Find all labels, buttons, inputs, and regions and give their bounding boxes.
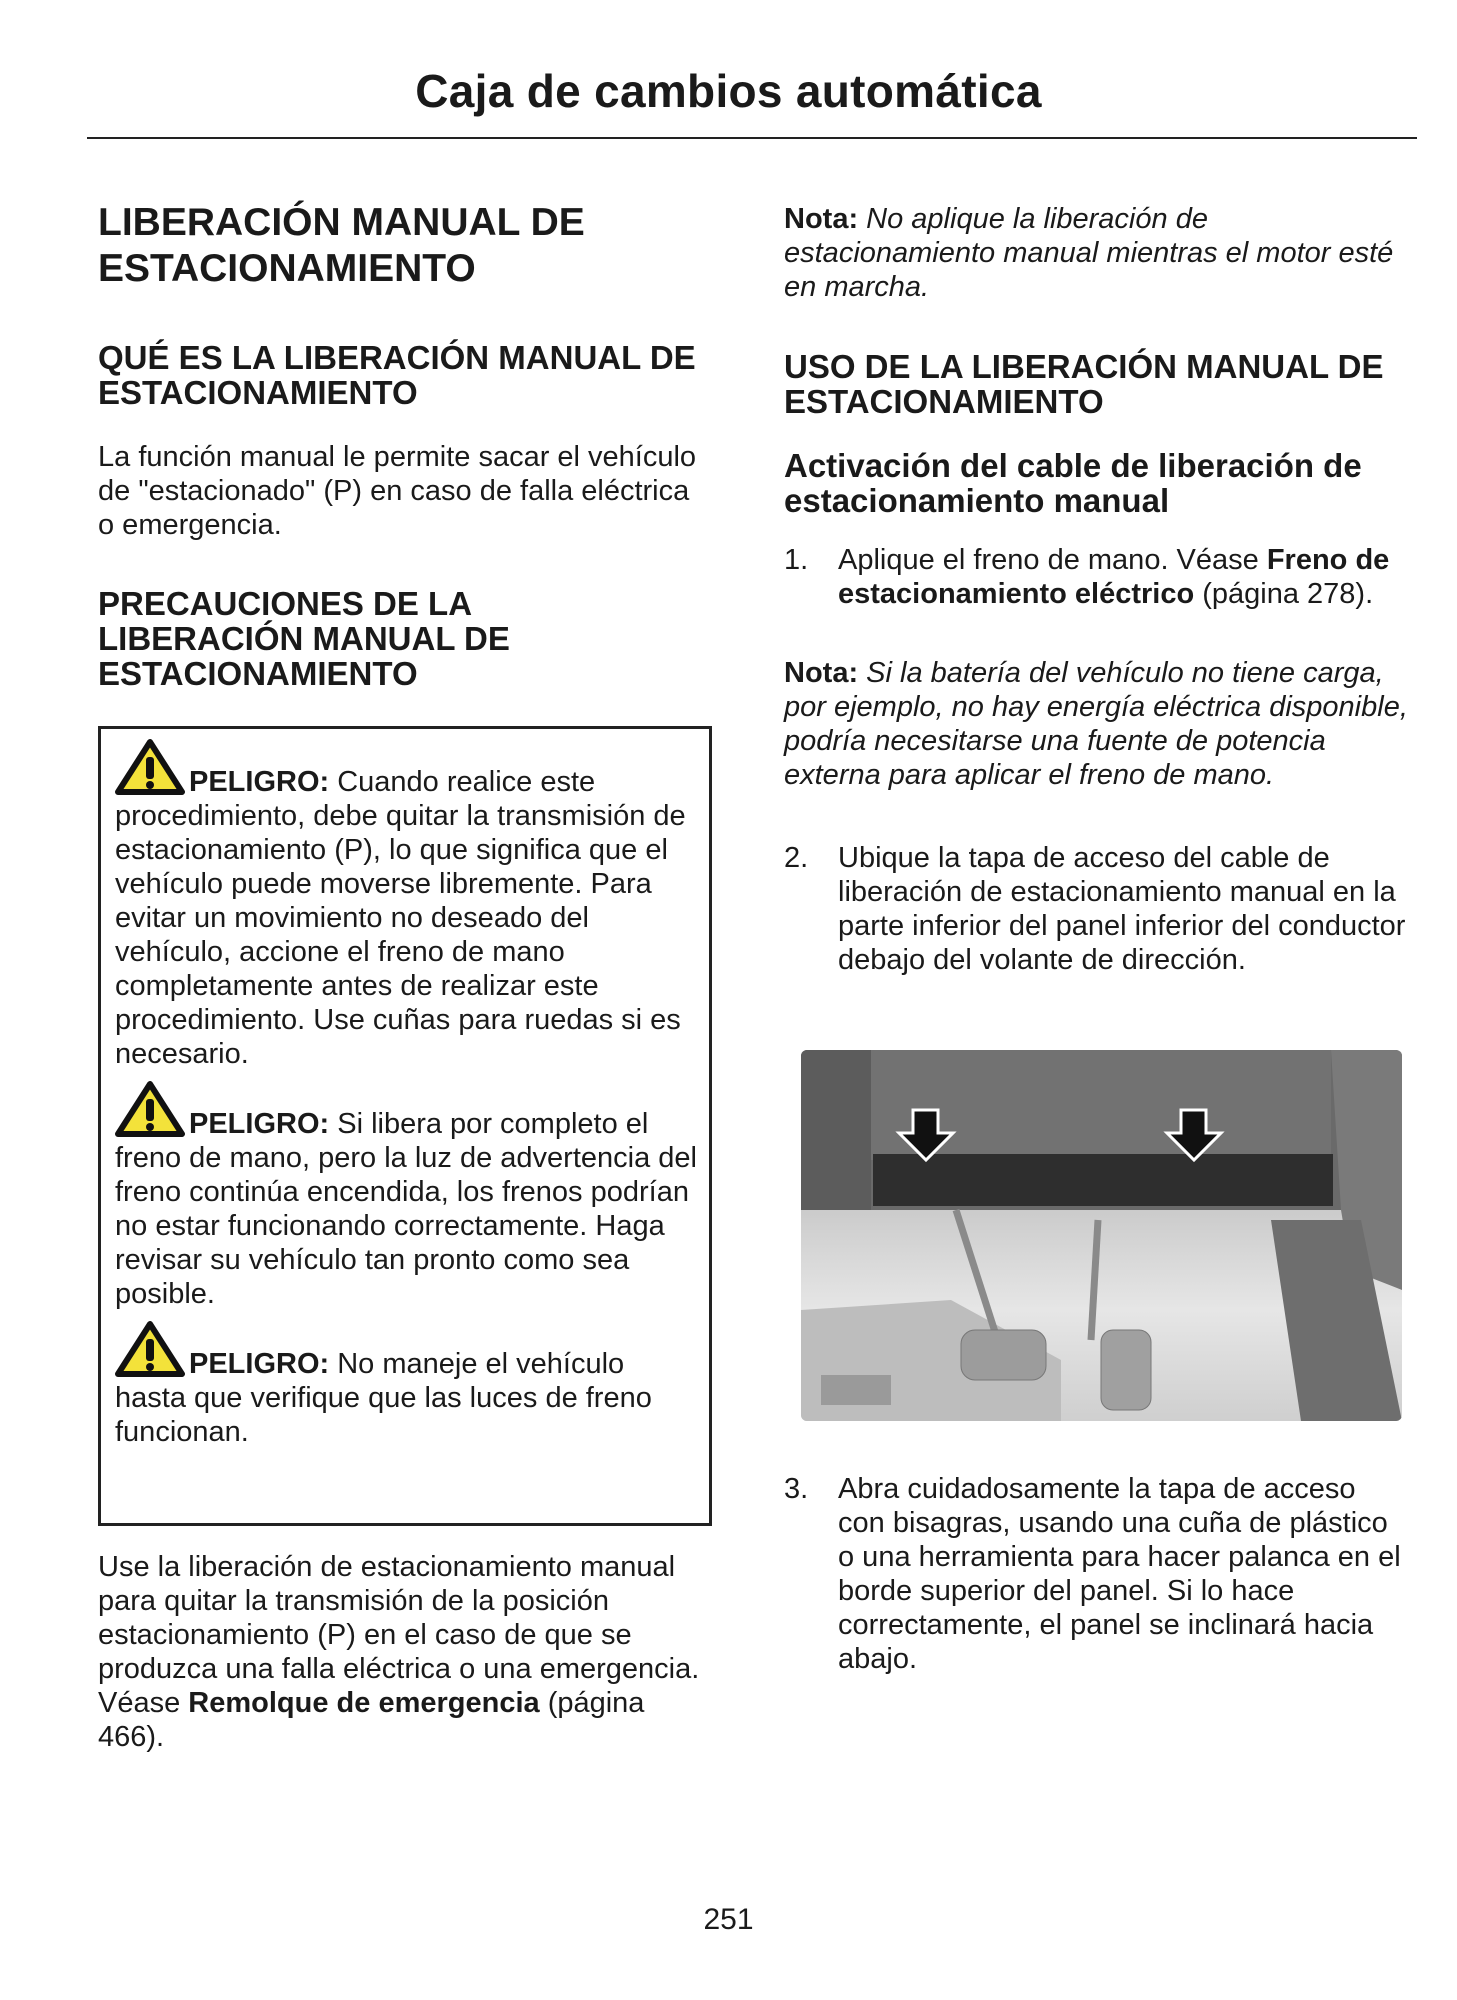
step-number: 2. (784, 842, 809, 874)
note-2 (784, 656, 1409, 792)
warning-label: PELIGRO: (189, 1108, 330, 1140)
pedal-area-illustration (801, 1050, 1402, 1421)
warning-text: No maneje el vehículo hasta que verifique que las luces de freno funcionan. (115, 1348, 652, 1448)
note-text: Si la batería del vehículo no tiene carga, por ejemplo, no hay energía eléctrica disponible, podría necesitarse una fuente de potencia externa para aplicar el freno de mano. (784, 657, 1408, 791)
step-2 (784, 841, 1409, 977)
step-text: Ubique la tapa de acceso del cable de liberación de estacionamiento manual en la parte inferior del panel inferior del conductor debajo del volante de dirección. (838, 842, 1406, 976)
paragraph-use-text: Use la liberación de estacionamiento manual para quitar la transmisión de la posición estacionamiento (P) en el caso de que se produzca una falla eléctrica o una emergencia. Véase (98, 1551, 700, 1719)
subheading-what-is: QUÉ ES LA LIBERACIÓN MANUAL DE ESTACIONAMIENTO (98, 339, 696, 411)
subheading-activation: Activación del cable de liberación de estacionamiento manual (784, 447, 1362, 519)
paragraph-use (98, 1550, 713, 1754)
warning-triangle-icon (115, 739, 185, 795)
subheading-precautions: PRECAUCIONES DE LA LIBERACIÓN MANUAL DE ESTACIONAMIENTO (98, 585, 510, 692)
warning-3 (115, 1321, 697, 1449)
note-text: No aplique la liberación de estacionamiento manual mientras el motor esté en marcha. (784, 203, 1394, 303)
note-label: Nota: (784, 657, 859, 689)
warning-text: Cuando realice este procedimiento, debe quitar la transmisión de estacionamiento (P), lo que significa que el vehículo puede moverse libremente. Para evitar un movimiento no deseado del vehículo, accione el freno de mano completamente antes de realizar este procedimiento. Use cuñas para ruedas si es necesario. (115, 766, 686, 1070)
step-number: 1. (784, 544, 809, 576)
page-title: Caja de cambios automática (415, 65, 1042, 117)
warning-label: PELIGRO: (189, 1348, 330, 1380)
link-emergency-towing[interactable]: Remolque de emergencia (188, 1687, 540, 1719)
page-ref: (página 278). (1194, 578, 1374, 610)
warning-text: Si libera por completo el freno de mano, pero la luz de advertencia del freno continúa encendida, los frenos podrían no estar funcionando correctamente. Haga revisar su vehículo tan pronto como sea posible. (115, 1108, 697, 1310)
step-text: Aplique el freno de mano. Véase (838, 544, 1267, 576)
header-divider (87, 137, 1417, 139)
step-text: Abra cuidadosamente la tapa de acceso con bisagras, usando una cuña de plástico o una herramienta para hacer palanca en el borde superior del panel. Si lo hace correctamente, el panel se inclinará hacia abajo. (838, 1473, 1401, 1675)
section-heading: LIBERACIÓN MANUAL DE ESTACIONAMIENTO (98, 201, 585, 290)
link-electric-parking-brake[interactable]: Freno de estacionamiento eléctrico (838, 544, 1390, 610)
warning-box (98, 726, 712, 1526)
warning-triangle-icon (115, 1321, 185, 1377)
step-number: 3. (784, 1473, 809, 1505)
warning-1 (115, 739, 697, 1071)
step-3 (784, 1472, 1409, 1676)
note-label: Nota: (784, 203, 859, 235)
warning-2 (115, 1081, 697, 1311)
step-1 (784, 543, 1409, 611)
page-number: 251 (703, 1903, 754, 1936)
illustration-drawing (801, 1050, 1402, 1421)
warning-label: PELIGRO: (189, 766, 330, 798)
warning-triangle-icon (115, 1081, 185, 1137)
subheading-usage: USO DE LA LIBERACIÓN MANUAL DE ESTACIONAMIENTO (784, 348, 1384, 420)
note-1 (784, 202, 1409, 304)
paragraph-what-is: La función manual le permite sacar el vehículo de "estacionado" (P) en caso de falla eléctrica o emergencia. (98, 441, 697, 541)
page-ref: (página 466). (98, 1687, 645, 1753)
